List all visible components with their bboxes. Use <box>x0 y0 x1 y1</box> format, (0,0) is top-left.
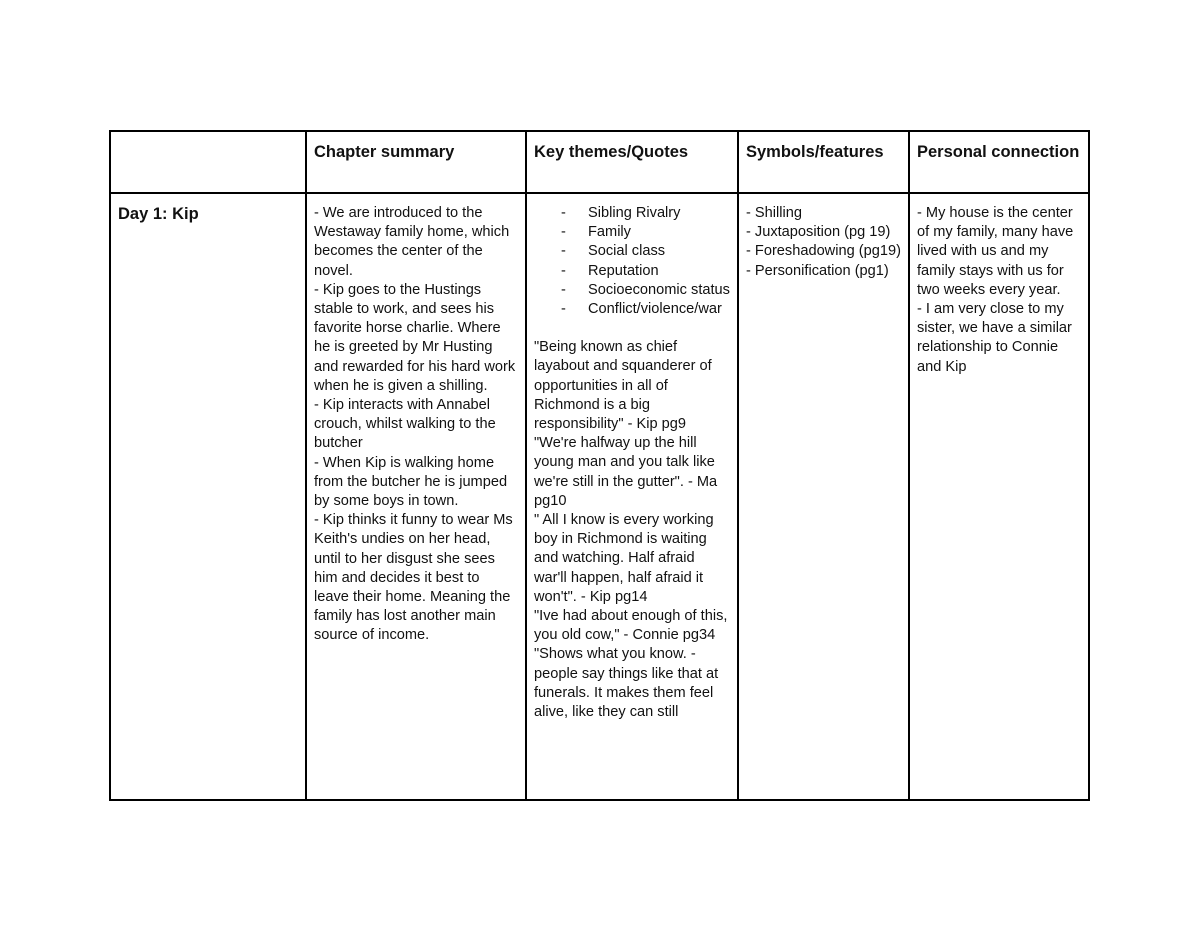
theme-label: Reputation <box>588 262 659 279</box>
quote-line: " All I know is every working boy in Richmond is waiting and watching. Half afraid war'll happen, half afraid it won't". - Kip pg14 <box>534 512 718 605</box>
list-bullet: - <box>561 243 566 260</box>
list-bullet: - <box>561 262 566 279</box>
list-item <box>534 223 730 242</box>
list-item <box>534 281 730 300</box>
header-chapter-summary: Chapter summary <box>306 131 526 193</box>
theme-label: Socioeconomic status <box>588 281 730 298</box>
summary-line: - Kip interacts with Annabel crouch, whilst walking to the butcher <box>314 397 500 452</box>
theme-label: Family <box>588 224 631 241</box>
theme-label: Conflict/violence/war <box>588 301 722 318</box>
table-row <box>110 193 1089 800</box>
list-bullet: - <box>561 301 566 318</box>
quotes-block <box>534 338 730 722</box>
symbols-features-cell <box>738 193 909 800</box>
themes-list <box>534 204 730 319</box>
header-symbols-features: Symbols/features <box>738 131 909 193</box>
summary-line: - When Kip is walking home from the butcher he is jumped by some boys in town. <box>314 454 512 510</box>
header-key-themes-quotes: Key themes/Quotes <box>526 131 738 193</box>
quote-line: "Shows what you know. - people say things like that at funerals. It makes them feel alive, like they can still <box>534 646 723 721</box>
list-bullet: - <box>561 281 566 298</box>
summary-line: - Kip thinks it funny to wear Ms Keith's undies on her head, until to her disgust she sees him and decides it best to leave their home. Meaning the family has lost another main source of income. <box>314 512 517 644</box>
personal-line: - My house is the center of my family, many have lived with us and my family stays with us for two weeks every year. <box>917 205 1078 298</box>
list-item <box>534 262 730 281</box>
personal-line: - I am very close to my sister, we have a similar relationship to Connie and Kip <box>917 301 1076 375</box>
list-item <box>534 204 730 223</box>
quote-line: "Ive had about enough of this, you old cow," - Connie pg34 <box>534 608 732 644</box>
chapter-summary-cell <box>306 193 526 800</box>
row-label-cell <box>110 193 306 800</box>
header-row <box>110 131 1089 193</box>
row-label: Day 1: Kip <box>118 205 199 223</box>
symbol-line: - Juxtaposition (pg 19) <box>746 224 891 241</box>
quote-line: "We're halfway up the hill young man and you talk like we're still in the gutter". - Ma pg10 <box>534 435 722 509</box>
symbol-line: - Shilling <box>746 205 802 221</box>
reading-log-table <box>109 130 1090 801</box>
header-personal-connection: Personal connection <box>909 131 1089 193</box>
list-bullet: - <box>561 205 566 221</box>
list-bullet: - <box>561 224 566 241</box>
summary-line: - Kip goes to the Hustings stable to work, and sees his favorite horse charlie. Where he is greeted by Mr Husting and rewarded for his hard work when he is given a shilling. <box>314 281 520 394</box>
theme-label: Social class <box>588 243 666 260</box>
theme-label: Sibling Rivalry <box>588 205 681 221</box>
key-themes-quotes-cell <box>526 193 738 800</box>
list-item <box>534 300 730 319</box>
quote-line: "Being known as chief layabout and squanderer of opportunities in all of Richmond is a big responsibility" - Kip pg9 <box>534 339 716 433</box>
header-blank-cell <box>110 131 306 193</box>
symbol-line: - Foreshadowing (pg19) <box>746 243 901 260</box>
summary-line: - We are introduced to the Westaway family home, which becomes the center of the novel. <box>314 205 514 279</box>
personal-connection-cell <box>909 193 1089 800</box>
symbol-line: - Personification (pg1) <box>746 262 889 279</box>
list-item <box>534 242 730 261</box>
